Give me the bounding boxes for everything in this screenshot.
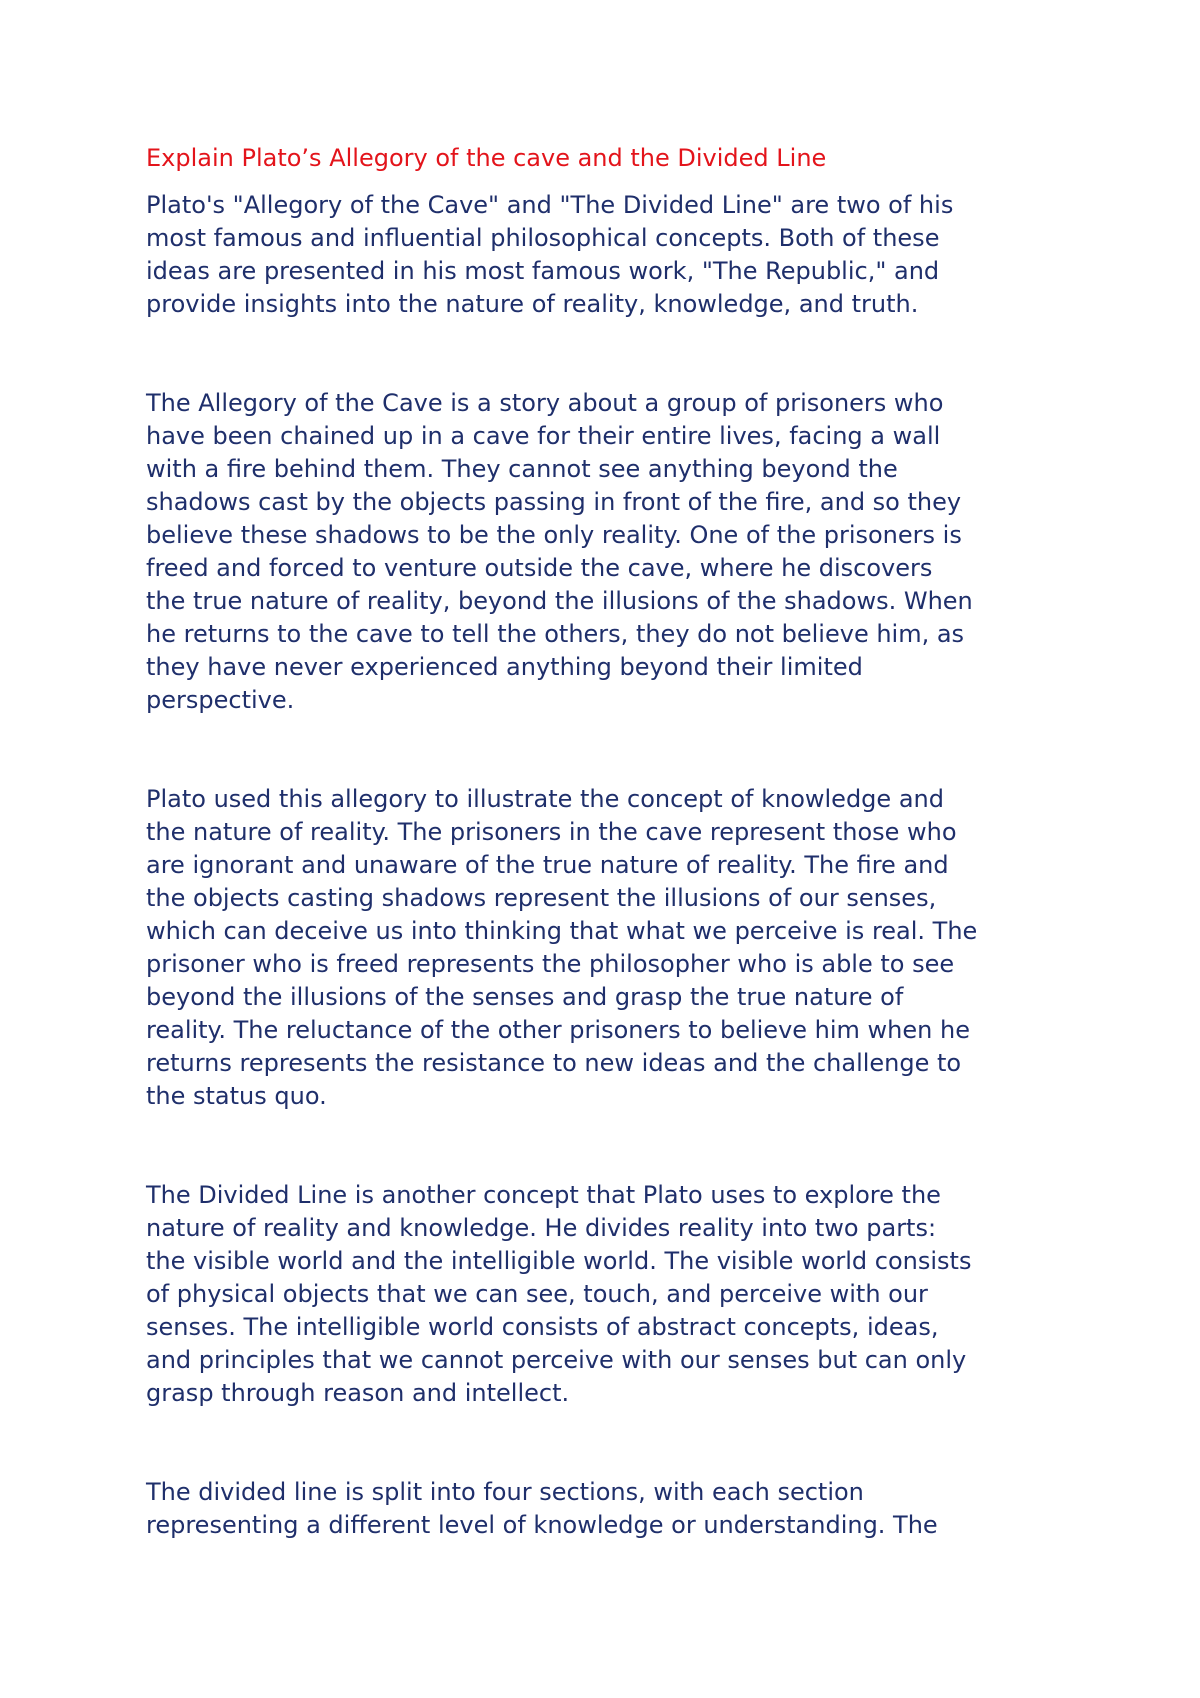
paragraph-spacer [146,321,1076,387]
paragraph-spacer [146,717,1076,783]
document-title: Explain Plato’s Allegory of the cave and the Divided Line [146,144,827,172]
paragraph-spacer [146,1410,1076,1476]
paragraph-allegory-meaning: Plato used this allegory to illustrate the concept of knowledge and the nature of reality. The prisoners in the cave represent those who are ignorant and unaware of the true nature of reality. The fire and the objects casting shadows represent the illusions of our senses, which can deceive us into thinking that what we perceive is real. The prisoner who is freed represents the philosopher who is able to see beyond the illusions of the senses and grasp the true nature of reality. The reluctance of the other prisoners to believe him when he returns represents the resistance to new ideas and the challenge to the status quo. [146,785,978,1110]
paragraph-spacer [146,1113,1076,1179]
paragraph-divided-line: The Divided Line is another concept that Plato uses to explore the nature of reality and knowledge. He divides reality into two parts: the visible world and the intelligible world. The visible world consists of physical objects that we can see, touch, and perceive with our senses. The intelligible world consists of abstract concepts, ideas, and principles that we cannot perceive with our senses but can only grasp through reason and intellect. [146,1181,972,1407]
paragraph-four-sections: The divided line is split into four sections, with each section representing a different level of knowledge or understanding. The [146,1478,938,1539]
paragraph-intro: Plato's "Allegory of the Cave" and "The Divided Line" are two of his most famous and influential philosophical concepts. Both of these ideas are presented in his most famous work, "The Republic," and provide insights into the nature of reality, knowledge, and truth. [146,191,954,318]
paragraph-cave-story: The Allegory of the Cave is a story about a group of prisoners who have been chained up in a cave for their entire lives, facing a wall with a fire behind them. They cannot see anything beyond the shadows cast by the objects passing in front of the fire, and so they believe these shadows to be the only reality. One of the prisoners is freed and forced to venture outside the cave, where he discovers the true nature of reality, beyond the illusions of the shadows. When he returns to the cave to tell the others, they do not believe him, as they have never experienced anything beyond their limited perspective. [146,389,973,714]
document-page [146,142,1076,1542]
